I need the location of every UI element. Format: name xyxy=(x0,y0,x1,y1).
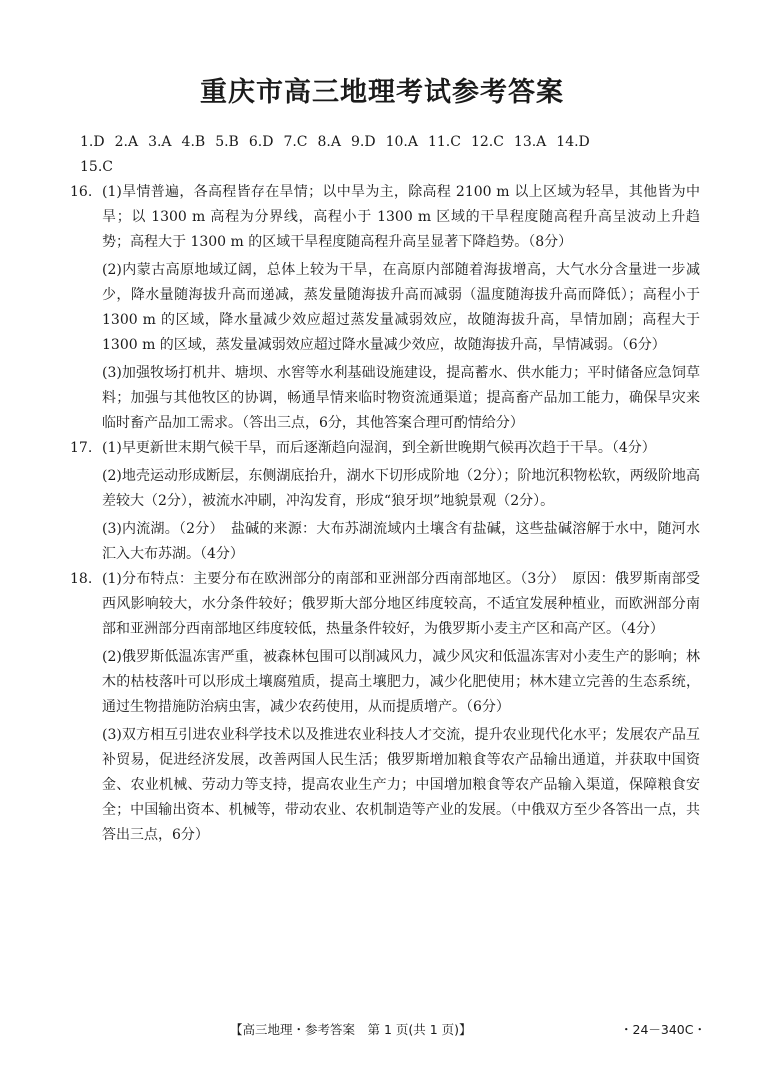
answer-part: (2)地壳运动形成断层，东侧湖底抬升，湖水下切形成阶地（2分）；阶地沉积物松软，两级阶地高差较大（2分），被流水冲刷，冲沟发育，形成“狼牙坝”地貌景观（2分）。 xyxy=(102,468,700,509)
question-16 xyxy=(70,180,700,436)
mc-answer: 14.D xyxy=(556,134,590,150)
answer-content xyxy=(70,130,700,848)
mc-answer: 3.A xyxy=(148,134,172,150)
question-number: 16. xyxy=(70,184,93,200)
mc-answer: 15.C xyxy=(80,159,113,175)
page-title: 重庆市高三地理考试参考答案 xyxy=(200,77,564,108)
mc-answer: 11.C xyxy=(427,134,461,150)
question-number: 18. xyxy=(70,571,93,587)
mc-answer: 6.D xyxy=(248,134,274,150)
answer-part: (3)内流湖。（2分） 盐碱的来源：大布苏湖流域内土壤含有盐碱，这些盐碱溶解于水中，随河水汇入大布苏湖。（4分） xyxy=(102,521,700,562)
question-18 xyxy=(70,567,700,848)
mc-answer: 8.A xyxy=(317,134,341,150)
mc-answer: 12.C xyxy=(470,134,504,150)
question-17 xyxy=(70,436,700,567)
mc-answer: 1.D xyxy=(80,134,105,150)
answer-part: (1)旱情普遍，各高程皆存在旱情；以中旱为主，除高程 2100 m 以上区域为轻旱，其他皆为中旱；以 1300 m 高程为分界线，高程小于 1300 m 区域的干旱程度随高程升高呈波动上升趋势；高程大于 1300 m 的区域干旱程度随高程升高呈显著下降趋势。（8分） xyxy=(102,184,700,250)
mc-answer: 2.A xyxy=(114,134,139,150)
mc-answer: 13.A xyxy=(513,134,547,150)
mc-answer: 5.B xyxy=(215,134,239,150)
mc-answer: 9.D xyxy=(350,134,376,150)
mc-answer: 7.C xyxy=(283,134,308,150)
answer-part: (3)加强牧场打机井、塘坝、水窖等水利基础设施建设，提高蓄水、供水能力；平时储备应急饲草料；加强与其他牧区的协调，畅通旱情来临时物资流通渠道；提高畜产品加工能力，确保旱灾来临时畜产品加工需求。（答出三点，6分，其他答案合理可酌情给分） xyxy=(102,365,700,431)
question-number: 17. xyxy=(70,440,93,456)
mc-answer: 4.B xyxy=(181,134,206,150)
answer-part: (2)内蒙古高原地域辽阔，总体上较为干旱，在高原内部随着海拔增高，大气水分含量进一步减少，降水量随海拔升高而递减，蒸发量随海拔升高而减弱（温度随海拔升高而降低）；高程小于 1300 m 的区域，降水量减少效应超过蒸发量减弱效应，故随海拔升高，旱情加剧；高程大于 1300 m 的区域，蒸发量减弱效应超过降水量减少效应，故随海拔升高，旱情减弱。（6分） xyxy=(102,262,700,353)
footer-code: ・24－340C・ xyxy=(620,1022,706,1037)
footer-page-info: 【高三地理・参考答案 第 1 页(共 1 页)】 xyxy=(230,1022,472,1037)
answer-part: (3)双方相互引进农业科学技术以及推进农业科技人才交流，提升农业现代化水平；发展农产品互补贸易，促进经济发展，改善两国人民生活；俄罗斯增加粮食等农产品输出通道，并获取中国资金、农业机械、劳动力等支持，提高农业生产力；中国增加粮食等农产品输入渠道，保障粮食安全；中国输出资本、机械等，带动农业、农机制造等产业的发展。（中俄双方至少各答出一点，共答出三点，6分） xyxy=(102,727,700,843)
answer-part: (2)俄罗斯低温冻害严重，被森林包围可以削减风力，减少风灾和低温冻害对小麦生产的影响；林木的枯枝落叶可以形成土壤腐殖质，提高土壤肥力，减少化肥使用；林木建立完善的生态系统，通过生物措施防治病虫害，减少农药使用，从而提质增产。（6分） xyxy=(102,649,700,715)
answer-part: (1)早更新世末期气候干旱，而后逐渐趋向湿润，到全新世晚期气候再次趋于干旱。（4分） xyxy=(102,440,656,456)
answer-part: (1)分布特点：主要分布在欧洲部分的南部和亚洲部分西南部地区。（3分） 原因：俄罗斯南部受西风影响较大，水分条件较好；俄罗斯大部分地区纬度较高，不适宜发展种植业，而欧洲部分南部和亚洲部分西南部地区纬度较低，热量条件较好，为俄罗斯小麦主产区和高产区。（4分） xyxy=(102,571,700,637)
mc-answer: 10.A xyxy=(385,134,418,150)
multiple-choice-answers xyxy=(80,130,700,180)
